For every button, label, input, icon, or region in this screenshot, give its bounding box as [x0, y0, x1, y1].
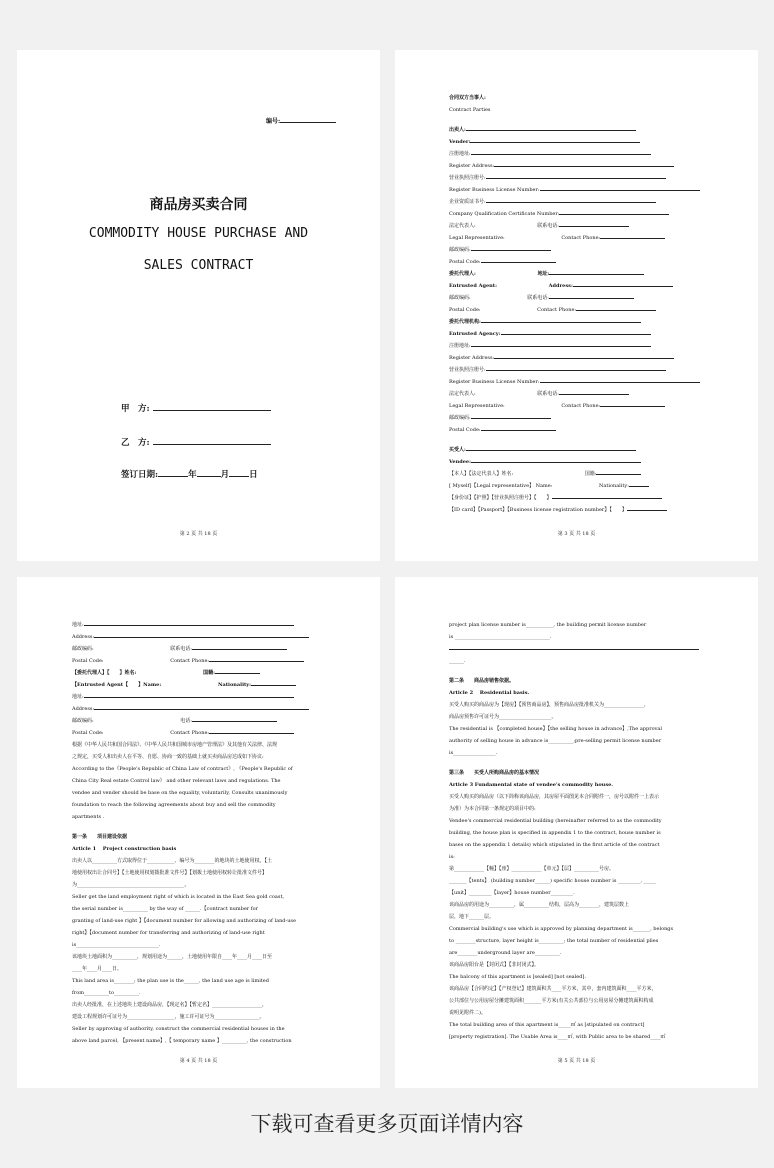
line-text: above land parcel, 【present name】,【 temporary name 】__________, the construction: [72, 1038, 292, 1044]
text-line: [449, 815, 749, 827]
text-line: [72, 715, 372, 727]
line-text: Vendee:: [449, 459, 471, 465]
line-text: 注册地址:: [449, 151, 471, 157]
text-line: [449, 480, 749, 492]
text-line: [72, 811, 372, 823]
line-text: 【ID card】【Passport】【Business license registration number】【 】: [449, 507, 627, 513]
line-text: 为___________________________________________。: [72, 882, 190, 888]
fill-blank: [629, 481, 649, 487]
text-line: [72, 975, 372, 987]
text-line: [449, 364, 749, 376]
line-text: 层，地下______层。: [449, 914, 495, 920]
text-line: [72, 987, 372, 999]
line-text: 根据《中华人民共和国合同法》、《中华人民共和国城市房地产管理法》及其他有关法律、法规: [72, 742, 278, 748]
line-text: The total building area of this apartment is_____㎡ as [stipulated on contract]: [449, 1022, 645, 1028]
text-line: [449, 388, 749, 400]
text-line: [449, 280, 749, 292]
line-text: Address:: [72, 706, 95, 712]
text-line: [449, 971, 749, 983]
line-text: Register Business License Number:: [449, 379, 540, 385]
text-line: [72, 939, 372, 951]
fill-blank: [486, 197, 656, 203]
fill-blank: [466, 445, 636, 451]
fill-blank: [94, 632, 309, 638]
line-text: authority of selling house in advance is__________;pre-selling permit license number: [449, 738, 662, 744]
line-text: 为准）为本合同第一条规定的项目中的:: [449, 806, 536, 812]
text-line: [449, 124, 749, 136]
text-line: [449, 456, 749, 468]
line-text: 该商品房的用途为__________，属__________结构，层高为________，建筑层数上: [449, 902, 630, 908]
fill-blank: [471, 245, 551, 251]
party-a-label: 甲 方:: [121, 404, 150, 414]
line-text: 建设工程规划许可证号为___________________，施工许可证号为__________________。: [72, 1014, 265, 1020]
text-line: [72, 799, 372, 811]
line-text: Legal Representative: Contact Phone:: [449, 235, 601, 241]
line-text: from__________to__________.: [72, 990, 141, 996]
text-line: [449, 208, 749, 220]
fill-blank: [552, 493, 662, 499]
line-text: Contract Parties: [449, 107, 491, 113]
text-line: [449, 148, 749, 160]
text-line: [449, 767, 749, 779]
fill-blank: [494, 161, 674, 167]
line-text: 企业资质证书号:: [449, 199, 486, 205]
article-1-page: [17, 577, 380, 1088]
fill-blank: [559, 209, 669, 215]
line-text: is_________________.: [449, 750, 498, 756]
line-text: The residential is 【completed house】【the selling house in advance】,The approval: [449, 726, 663, 732]
text-line: [449, 851, 749, 863]
fill-blank: [559, 389, 629, 395]
text-line: [449, 631, 749, 643]
fill-blank: [549, 269, 644, 275]
text-line: [449, 995, 749, 1007]
line-text: 出卖人以__________方式取得位于___________、编号为________的地块的土地使用权。【土: [72, 858, 273, 864]
line-text: Postal Code: Contact Phone:: [72, 730, 210, 736]
spacer: [449, 667, 749, 675]
text-line: [72, 855, 372, 867]
line-text: building, the house plan is specified in appendix 1 to the contract, house number is: [449, 830, 661, 836]
text-line: [449, 160, 749, 172]
line-text: Seller get the land employment right of which is located in the East Sea gold coast,: [72, 894, 285, 900]
fill-blank: [449, 644, 699, 650]
fill-blank: [573, 281, 673, 287]
text-line: [72, 879, 372, 891]
text-line: [449, 699, 749, 711]
line-text: 合同双方当事人:: [449, 95, 486, 101]
party-b-line: [121, 436, 271, 448]
text-line: [72, 631, 372, 643]
text-line: [449, 92, 749, 104]
fill-blank: [600, 401, 665, 407]
line-text: Seller by approving of authority, construct the commercial residential houses in the: [72, 1026, 285, 1032]
fill-blank: [84, 620, 294, 626]
line-text: 【unit】_________【layer】house number_________.: [449, 890, 575, 896]
text-line: [449, 292, 749, 304]
line-text: is_________________________________.: [72, 942, 161, 948]
line-text: 邮政编码: 联系电话:: [72, 646, 192, 652]
fill-blank: [559, 221, 629, 227]
text-line: [72, 1035, 372, 1047]
line-text: Vendee's commercial residential building (hereinafter referred to as the commodity: [449, 818, 662, 824]
page-content: [449, 619, 749, 1043]
text-line: [449, 863, 749, 875]
line-text: bases on the appendix 1 details) which stipulated in the first article of the contract: [449, 842, 660, 848]
text-line: [72, 1011, 372, 1023]
text-line: [449, 923, 749, 935]
page-content: [72, 619, 372, 1047]
text-line: [449, 619, 749, 631]
line-text: 地使用权出让合同号】【土地使用权划拨批准文件号】【划拨土地使用权转让批准文件号】: [72, 870, 268, 876]
sign-date-line: [121, 468, 258, 480]
text-line: [449, 875, 749, 887]
line-text: _______【tents】 (building number______) specific house number is _________, _____: [449, 878, 657, 884]
text-line: [72, 903, 372, 915]
line-text: 委托代理人: 地址:: [449, 271, 550, 277]
text-line: [449, 268, 749, 280]
sign-date-label: 签订日期:: [121, 470, 159, 480]
line-text: Vender:: [449, 139, 471, 145]
month-label: 月: [220, 470, 230, 480]
spacer: [449, 436, 749, 444]
text-line: [449, 899, 749, 911]
line-text: [ Myself]【Legal representative】 Name: Nationality:: [449, 483, 629, 489]
text-line: [449, 492, 749, 504]
text-line: [449, 1019, 749, 1031]
line-text: Article 1 Project construction basis: [72, 846, 177, 852]
party-a-blank: [153, 402, 271, 411]
text-line: [72, 891, 372, 903]
text-line: [449, 424, 749, 436]
line-text: 该商品房【合同约定】【产权登记】建筑面积共____平方米，其中，套内建筑面积____平方米，: [449, 986, 657, 992]
title-en-line2: SALES CONTRACT: [143, 258, 254, 273]
spacer: [449, 759, 749, 767]
line-text: apartments .: [72, 814, 105, 820]
text-line: [72, 1023, 372, 1035]
line-text: China City Real estate Control law》 and other relevant laws and regulations. The: [72, 778, 281, 784]
text-line: [449, 959, 749, 971]
article-2-3-page: [395, 577, 758, 1088]
line-text: 买受人购买的商品房为【现房】【预售商品房】，预售商品房批准机关为________________，: [449, 702, 650, 708]
title-en-line1: COMMODITY HOUSE PURCHASE AND: [88, 226, 309, 241]
line-text: 【Entrusted Agent【 】Name: Nationality:: [72, 682, 252, 688]
fill-blank: [251, 680, 296, 686]
line-text: 法定代表人: 联系电话:: [449, 391, 559, 397]
line-text: Entrusted Agent: Address:: [449, 283, 573, 289]
spacer: [449, 116, 749, 124]
text-line: [449, 444, 749, 456]
line-text: Register Address:: [449, 355, 495, 361]
text-line: [449, 352, 749, 364]
fill-blank: [494, 353, 674, 359]
line-text: Address:: [72, 634, 95, 640]
text-line: [449, 104, 749, 116]
text-line: [449, 256, 749, 268]
text-line: [449, 412, 749, 424]
line-text: right】【document number for transferring and authorizing of land-use right: [72, 930, 265, 936]
text-line: [72, 867, 372, 879]
fill-blank: [471, 341, 651, 347]
line-text: 出卖人经批准，在上述地块上建设商品房，【现定名】【暂定名】____________________，: [72, 1002, 268, 1008]
page-footer: 第 3 页 共 18 页: [557, 531, 596, 537]
text-line: [72, 655, 372, 667]
line-text: ____年____月____日。: [72, 966, 123, 972]
text-line: [449, 1007, 749, 1019]
text-line: [449, 316, 749, 328]
line-text: 营业执照注册号:: [449, 175, 486, 181]
text-line: [72, 667, 372, 679]
line-text: Commercial building's use which is approved by planning department is_______, belongs: [449, 926, 674, 932]
fill-blank: [540, 377, 700, 383]
download-more-caption: 下载可查看更多页面详情内容: [250, 1112, 524, 1136]
text-line: [72, 999, 372, 1011]
page-footer: 第 5 页 共 18 页: [557, 1058, 596, 1064]
contract-number-blank: [280, 117, 336, 123]
line-text: ______.: [449, 658, 466, 664]
text-line: [72, 831, 372, 843]
day-blank: [229, 468, 249, 477]
text-line: [72, 751, 372, 763]
line-text: to ________structure, layer height is__________; the total number of residential plies: [449, 938, 659, 944]
text-line: [72, 643, 372, 655]
fill-blank: [600, 233, 665, 239]
line-text: 第____________【幢】【座】____________【单元】【层】__________号房。: [449, 866, 615, 872]
title-cn: 商品房买卖合同: [149, 197, 248, 213]
text-line: [449, 643, 749, 655]
fill-blank: [209, 656, 304, 662]
line-text: 说明见附件二)。: [449, 1010, 486, 1016]
text-line: [449, 468, 749, 480]
cover-page: [17, 50, 380, 561]
line-text: granting of land-use right 】【document number for allowing and authorizing of land-use: [72, 918, 296, 924]
text-line: [449, 172, 749, 184]
text-line: [449, 184, 749, 196]
text-line: [449, 911, 749, 923]
text-line: [72, 843, 372, 855]
line-text: 【委托代理人】【 】姓名: 国籍:: [72, 670, 215, 676]
line-text: Register Address:: [449, 163, 495, 169]
line-text: 邮政编码:: [449, 415, 471, 421]
line-text: The balcony of this apartment is [sealed] [not sealed].: [449, 974, 586, 980]
line-text: 【本人】【法定代表人】姓名: 国籍:: [449, 471, 597, 477]
fill-blank: [84, 692, 294, 698]
text-line: [449, 1031, 749, 1043]
line-text: 邮政编码:: [449, 247, 471, 253]
line-text: 邮政编码: 联系电话:: [449, 295, 549, 301]
text-line: [449, 304, 749, 316]
text-line: [449, 735, 749, 747]
line-text: are________underground layer are__________.: [449, 950, 562, 956]
fill-blank: [481, 257, 556, 263]
fill-blank: [576, 305, 656, 311]
line-text: Postal Code:: [449, 259, 481, 265]
fill-blank: [192, 716, 277, 722]
fill-blank: [466, 125, 636, 131]
line-text: 该地块土地面积为__________，规划用途为______，土地使用年限自____年____月____日至: [72, 954, 273, 960]
text-line: [72, 691, 372, 703]
fill-blank: [215, 668, 260, 674]
text-line: [449, 747, 749, 759]
line-text: 第二条 商品房销售依据。: [449, 678, 515, 684]
line-text: [property registration]. The Usable Area is____㎡, with Public area to be shared____㎡: [449, 1034, 666, 1040]
text-line: [449, 400, 749, 412]
fill-blank: [209, 728, 294, 734]
line-text: 买受人:: [449, 447, 466, 453]
text-line: [72, 703, 372, 715]
text-line: [449, 655, 749, 667]
text-line: [449, 887, 749, 899]
line-text: 邮政编码: 电话:: [72, 718, 192, 724]
text-line: [449, 244, 749, 256]
text-line: [449, 779, 749, 791]
line-text: Legal Representative: Contact Phone:: [449, 403, 601, 409]
fill-blank: [549, 293, 634, 299]
line-text: According to the《People's Republic of China Law of contract》, 《People's Republic of: [72, 766, 293, 772]
text-line: [72, 951, 372, 963]
fill-blank: [627, 505, 667, 511]
page-footer: 第 4 页 共 18 页: [179, 1058, 218, 1064]
text-line: [449, 711, 749, 723]
page-footer: 第 2 页 共 18 页: [179, 531, 218, 537]
fill-blank: [540, 185, 700, 191]
text-line: [449, 687, 749, 699]
line-text: 买受人购买的商品房（以下简称该商品房，其房屋平面图见本合同附件一，房号以附件一上表示: [449, 794, 660, 800]
text-line: [449, 803, 749, 815]
line-text: 第三条 买受人所购商品房的基本情况: [449, 770, 540, 776]
contract-number-label: 编号:: [266, 118, 281, 125]
day-label: 日: [249, 470, 258, 480]
text-line: [72, 763, 372, 775]
line-text: Postal Code: Contact Phone:: [72, 658, 210, 664]
party-b-blank: [153, 436, 271, 445]
text-line: [72, 915, 372, 927]
line-text: 委托代理机构:: [449, 319, 481, 325]
line-text: Article 2 Residential basis.: [449, 690, 530, 696]
line-text: 该商品房阳台是【封闭式】【非封闭式】。: [449, 962, 540, 968]
year-blank: [158, 468, 188, 477]
line-text: Entrusted Agency:: [449, 331, 501, 337]
line-text: Register Business License Number:: [449, 187, 540, 193]
text-line: [449, 196, 749, 208]
line-text: Postal Code: Contact Phone:: [449, 307, 577, 313]
text-line: [449, 232, 749, 244]
line-text: 第一条 项目建设依据: [72, 834, 128, 840]
fill-blank: [501, 329, 651, 335]
text-line: [449, 504, 749, 516]
fill-blank: [481, 317, 641, 323]
line-text: 之规定，买受人和出卖人在平等、自愿、协商一致的基础上就买卖商品房达成如下协议:: [72, 754, 264, 760]
text-line: [72, 787, 372, 799]
text-line: [72, 739, 372, 751]
text-line: [449, 340, 749, 352]
text-line: [449, 328, 749, 340]
page-content: [449, 92, 749, 516]
fill-blank: [486, 173, 666, 179]
fill-blank: [471, 457, 641, 463]
line-text: 法定代表人: 联系电话:: [449, 223, 559, 229]
line-text: 出卖人:: [449, 127, 466, 133]
text-line: [449, 723, 749, 735]
fill-blank: [470, 137, 640, 143]
text-line: [72, 963, 372, 975]
party-b-label: 乙 方:: [121, 438, 150, 448]
line-text: the serial number is__________ by the way of ______.【contract number for: [72, 906, 259, 912]
fill-blank: [486, 365, 666, 371]
fill-blank: [471, 149, 651, 155]
line-text: is:: [449, 854, 455, 860]
text-line: [72, 619, 372, 631]
text-line: [449, 675, 749, 687]
year-label: 年: [188, 470, 197, 480]
line-text: foundation to reach the following agreements about buy and sell the commodity: [72, 802, 276, 808]
line-text: is ______________________________________.: [449, 634, 552, 640]
line-text: Article 3 Fundamental state of vendee's commodity house.: [449, 782, 614, 788]
text-line: [449, 947, 749, 959]
line-text: 注册地址:: [449, 343, 471, 349]
month-blank: [197, 468, 221, 477]
text-line: [449, 935, 749, 947]
text-line: [449, 220, 749, 232]
text-line: [449, 839, 749, 851]
text-line: [449, 376, 749, 388]
text-line: [72, 727, 372, 739]
text-line: [72, 927, 372, 939]
line-text: Company Qualification Certificate Number:: [449, 211, 560, 217]
line-text: project plan license number is___________, the building permit license number: [449, 622, 647, 628]
line-text: 公共部位与公用房屋分摊建筑面积_______平方米(有关公共部位与公用房屋分摊建筑面积构成: [449, 998, 654, 1004]
fill-blank: [596, 469, 641, 475]
fill-blank: [481, 425, 556, 431]
text-line: [449, 983, 749, 995]
text-line: [72, 775, 372, 787]
spacer: [72, 823, 372, 831]
line-text: 【身份证】【护照】【营业执照注册号】【 】: [449, 495, 552, 501]
fill-blank: [471, 413, 551, 419]
line-text: 商品房预售许可证号为_____________________。: [449, 714, 557, 720]
text-line: [72, 679, 372, 691]
fill-blank: [192, 644, 287, 650]
text-line: [449, 136, 749, 148]
line-text: 地址:: [72, 694, 84, 700]
fill-blank: [94, 704, 309, 710]
line-text: 地址:: [72, 622, 84, 628]
line-text: Postal Code:: [449, 427, 481, 433]
line-text: vendee and vender should be base on the equality, voluntarily, Consults unanimously: [72, 790, 288, 796]
text-line: [449, 827, 749, 839]
contract-parties-page: [395, 50, 758, 561]
line-text: 营业执照注册号:: [449, 367, 486, 373]
party-a-line: [121, 402, 271, 414]
contract-number: [266, 116, 336, 125]
text-line: [449, 791, 749, 803]
line-text: This land area is________; the plan use is the______, the land use age is limited: [72, 978, 269, 984]
